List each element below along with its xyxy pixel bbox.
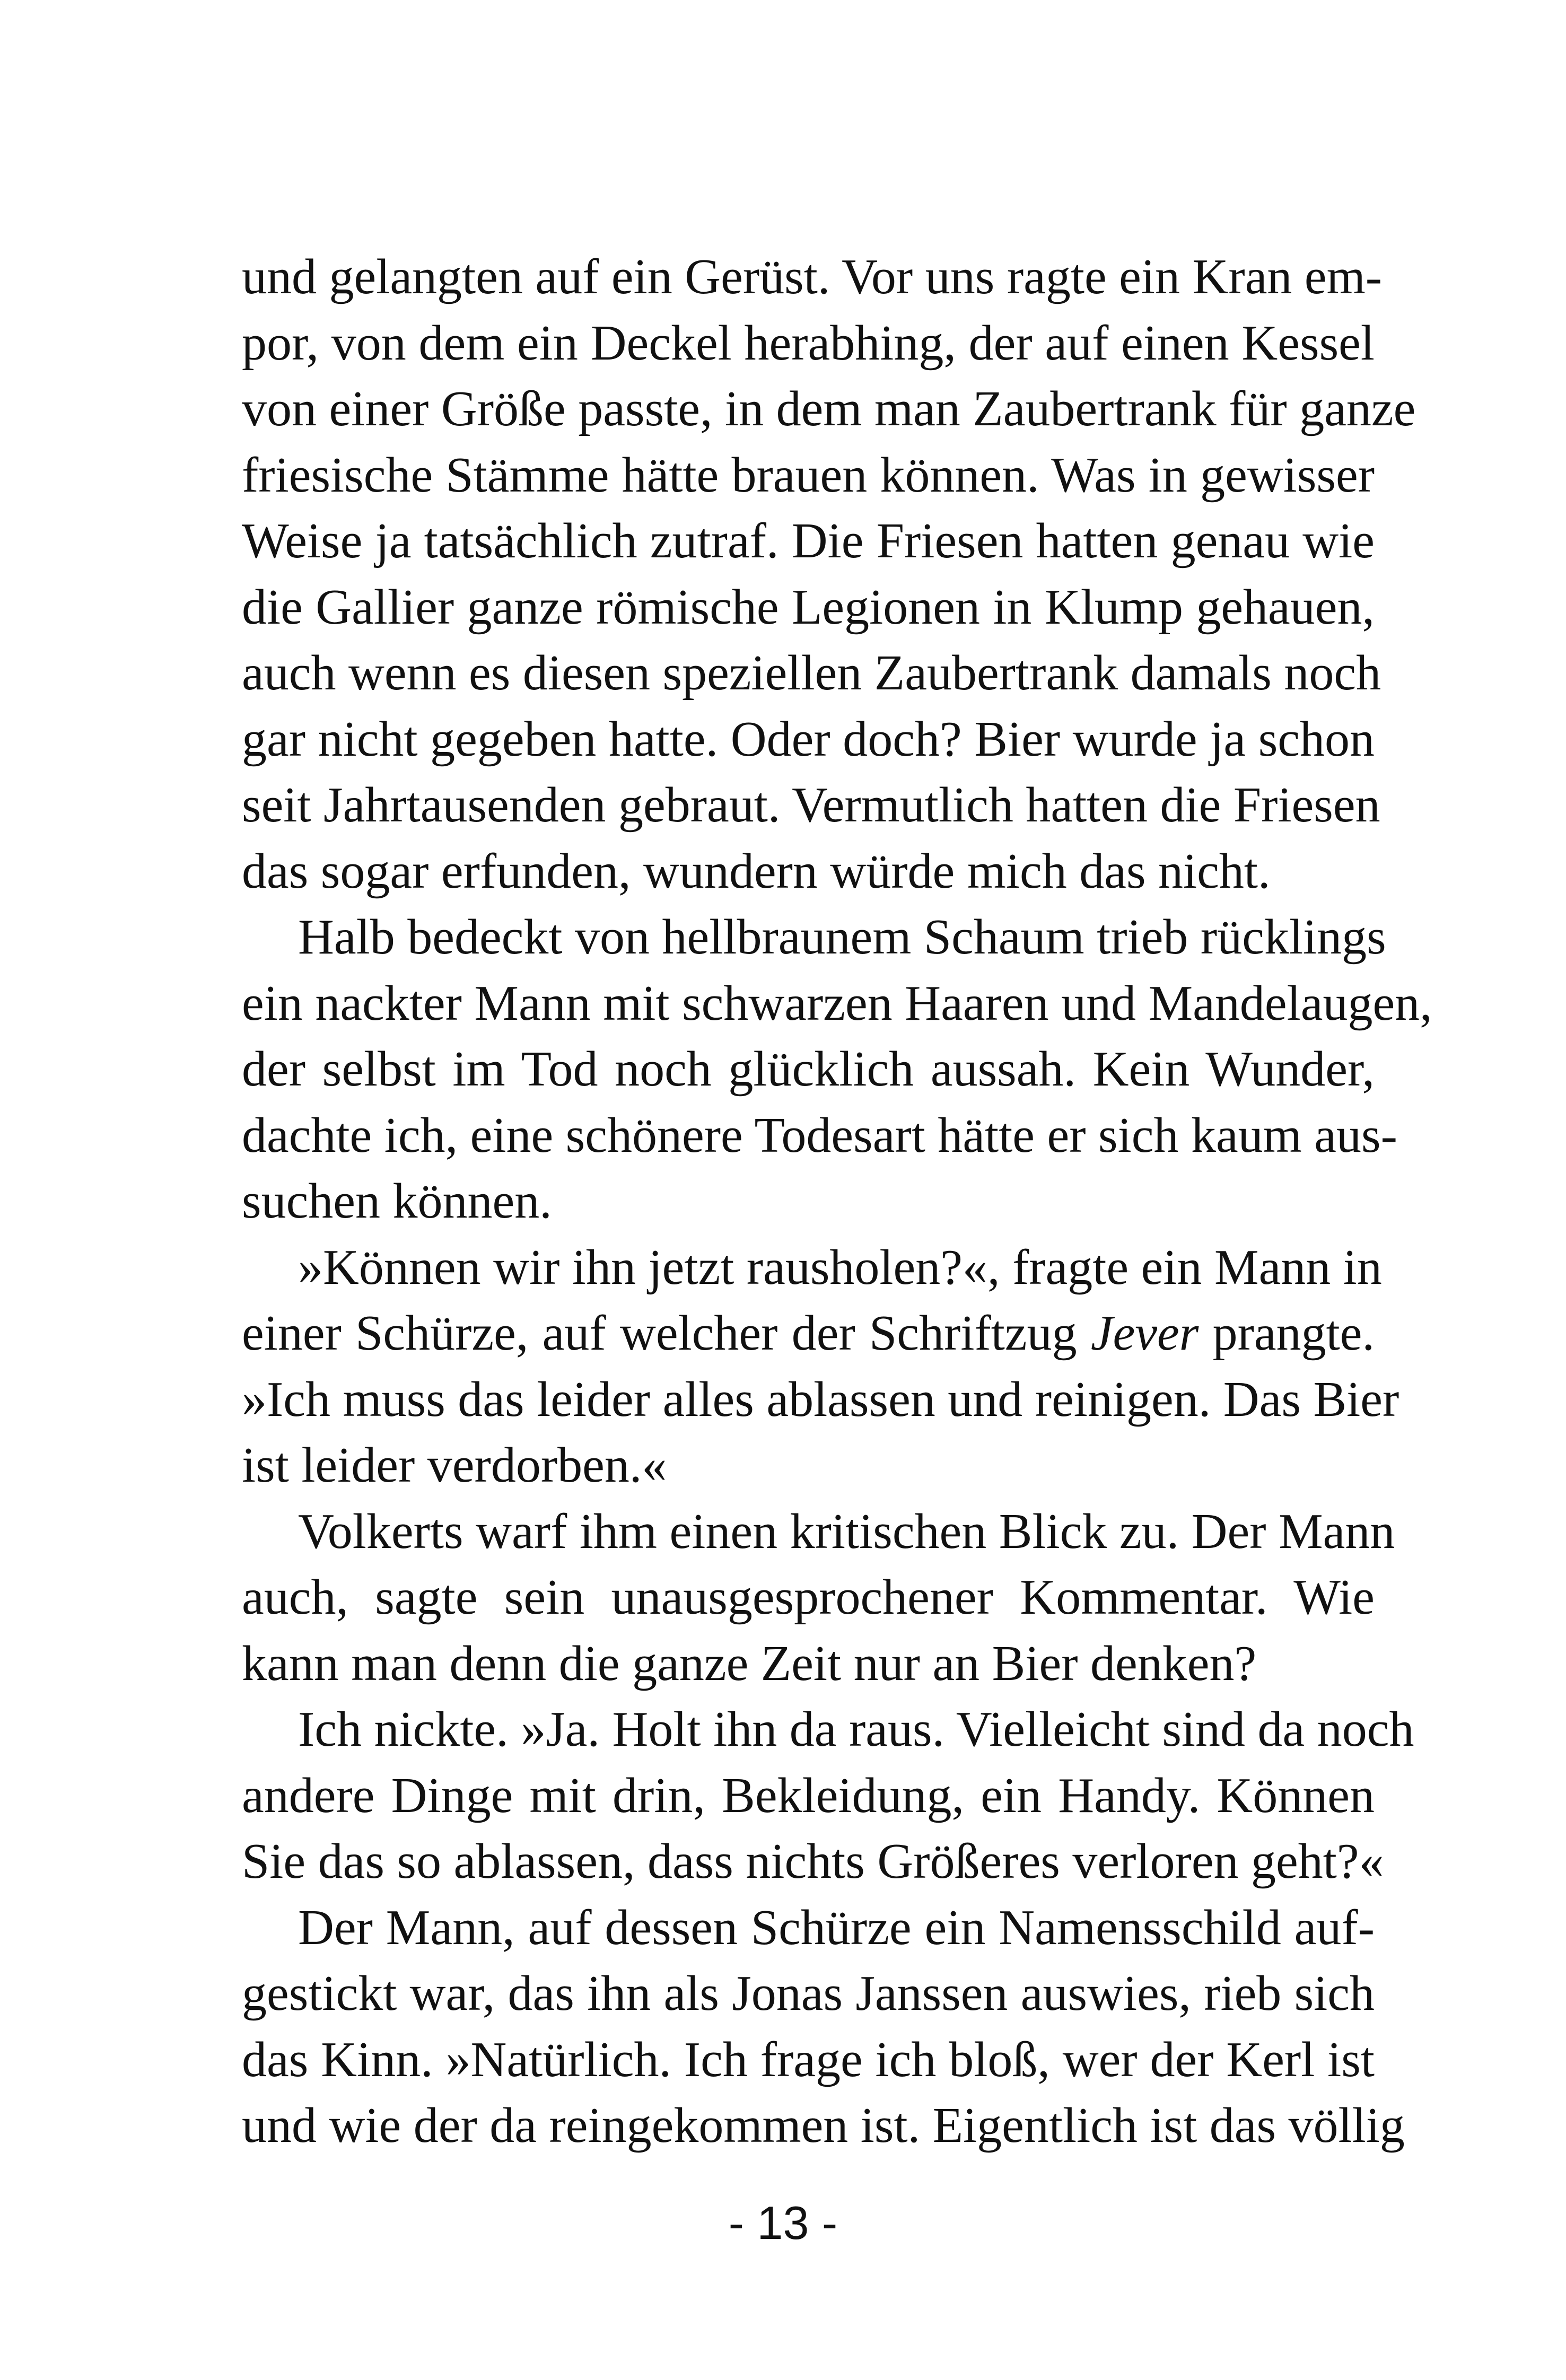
text-line: auch wenn es diesen speziellen Zaubertrank damals noch xyxy=(242,645,1381,701)
text-line: auch, sagte sein unausgesprochener Kommentar. Wie xyxy=(242,1570,1375,1625)
text-line: friesische Stämme hätte brauen können. Was in gewisser xyxy=(242,447,1375,503)
text-line: und gelangten auf ein Gerüst. Vor uns ragte ein Kran em- xyxy=(242,249,1383,304)
text-line: das sogar erfunden, wundern würde mich das nicht. xyxy=(242,843,1271,899)
text-line: die Gallier ganze römische Legionen in Klump gehauen, xyxy=(242,579,1375,635)
text-line: andere Dinge mit drin, Bekleidung, ein Handy. Können xyxy=(242,1768,1375,1823)
text-line: Sie das so ablassen, dass nichts Größeres verloren geht?« xyxy=(242,1834,1384,1889)
text-line: ist leider verdorben.« xyxy=(242,1438,667,1493)
page-number: - 13 - xyxy=(728,2197,838,2249)
text-line xyxy=(242,1300,1375,1367)
text-run: einer Schürze, auf welcher der Schriftzug xyxy=(242,1306,1091,1361)
text-line: gar nicht gegeben hatte. Oder doch? Bier wurde ja schon xyxy=(242,711,1375,767)
italic-brand-name: Jever xyxy=(1090,1306,1199,1361)
body-text xyxy=(242,244,1432,2159)
text-line: »Können wir ihn jetzt rausholen?«, fragte ein Mann in xyxy=(298,1239,1382,1295)
text-line: dachte ich, eine schönere Todesart hätte er sich kaum aus- xyxy=(242,1107,1397,1163)
text-line: Weise ja tatsächlich zutraf. Die Friesen hatten genau wie xyxy=(242,513,1375,568)
text-line: Der Mann, auf dessen Schürze ein Namensschild auf- xyxy=(298,1900,1375,1955)
text-line: und wie der da reingekommen ist. Eigentlich ist das völlig xyxy=(242,2098,1405,2153)
text-line: der selbst im Tod noch glücklich aussah. Kein Wunder, xyxy=(242,1042,1375,1097)
text-line: gestickt war, das ihn als Jonas Janssen auswies, rieb sich xyxy=(242,1966,1375,2021)
text-line: kann man denn die ganze Zeit nur an Bier denken? xyxy=(242,1635,1257,1691)
text-line: von einer Größe passte, in dem man Zaubertrank für ganze xyxy=(242,381,1416,436)
text-line: Ich nickte. »Ja. Holt ihn da raus. Vielleicht sind da noch xyxy=(298,1702,1414,1757)
text-line: por, von dem ein Deckel herabhing, der auf einen Kessel xyxy=(242,315,1375,371)
text-line: das Kinn. »Natürlich. Ich frage ich bloß, wer der Kerl ist xyxy=(242,2032,1375,2087)
text-line: »Ich muss das leider alles ablassen und reinigen. Das Bier xyxy=(242,1371,1399,1427)
text-line: suchen können. xyxy=(242,1174,552,1229)
text-line: seit Jahrtausenden gebraut. Vermutlich hatten die Friesen xyxy=(242,777,1380,833)
text-line: Volkerts warf ihm einen kritischen Blick zu. Der Mann xyxy=(298,1503,1395,1559)
text-line: ein nackter Mann mit schwarzen Haaren und Mandelaugen, xyxy=(242,975,1432,1031)
text-line: Halb bedeckt von hellbraunem Schaum trieb rücklings xyxy=(298,909,1386,965)
text-run: prangte. xyxy=(1198,1306,1375,1361)
